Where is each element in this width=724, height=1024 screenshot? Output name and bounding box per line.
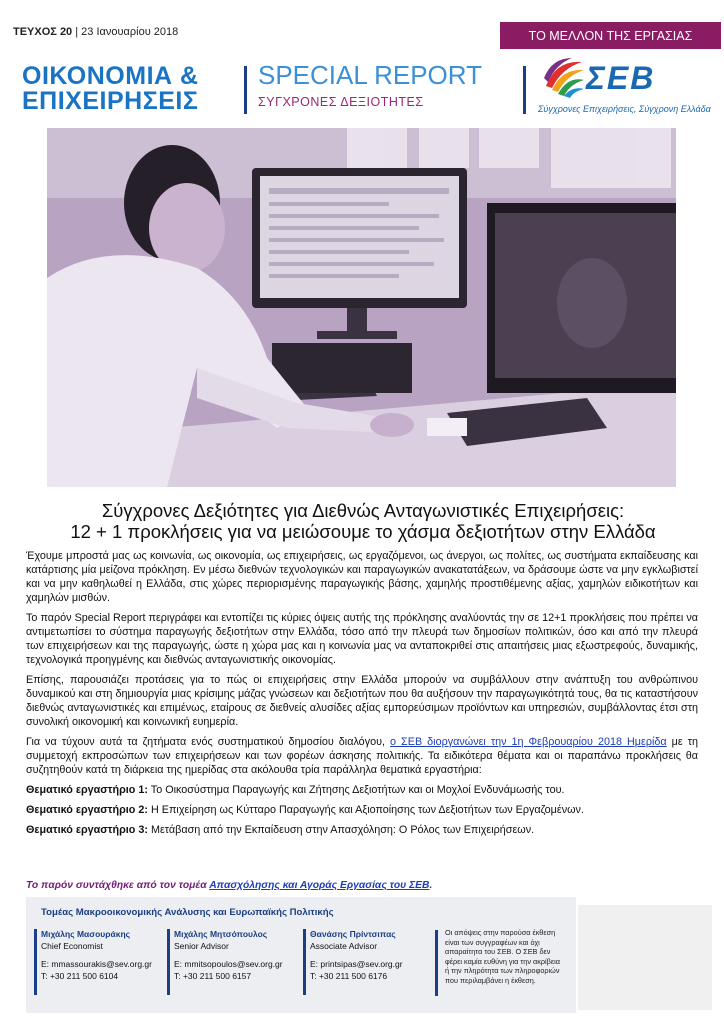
authorship-note: [26, 880, 432, 891]
header-divider: [523, 66, 526, 114]
article-body: [26, 549, 698, 843]
paragraph: Το παρόν Special Report περιγράφει και εντοπίζει τις κύριες όψεις αυτής της πρόκλησης αναλύοντάς την σε 12+1 προκλήσεις που πρέπει να αντιμετωπίσει το σύστημα παραγωγής δεξιοτήτων στην Ελλάδα, τόσο από την πλευρά των δημοσίων πολιτικών, όσο και από την πλευρά των επιχειρήσεων και της παραγωγής, ώστε η χώρα μας και η κοινωνία μας να ανταποκριθεί στις απαιτήσεις μιας εξωστρεφούς, δυναμικής, τεχνολογικά προηγμένης και διεθνώς ανταγωνιστικής οικονομίας.: [26, 612, 698, 666]
logo-tagline: Σύγχρονες Επιχειρήσεις, Σύγχρονη Ελλάδα: [538, 104, 711, 114]
contact-card: [41, 928, 166, 982]
contact-email[interactable]: E: printsipas@sev.org.gr: [310, 959, 403, 969]
paragraph: Έχουμε μπροστά μας ως κοινωνία, ως οικονομία, ως επιχειρήσεις, ως εργαζόμενοι, ως άνεργοι, ως πολίτες, ως συστήματα εκπαίδευσης και κατάρτισης μία μείζονα πρόκληση. Εν μέσω διεθνών τεχνολογικών και παραγωγικών ανακατατάξεων, να δράσουμε ώστε να μην εγκλωβιστεί και να μην καθηλωθεί η Ελλάδα, στις χώρες περιορισμένης παραγωγικής βάσης, χαμηλής προστιθέμενης αξίας, χαμηλών ειδικοτήτων και χαμηλών μισθών.: [26, 550, 698, 604]
side-panel: [578, 905, 712, 1010]
brand-line-2: ΕΠΙΧΕΙΡΗΣΕΙΣ: [22, 87, 199, 115]
brand-line-1: ΟΙΚΟΝΟΜΙΑ &: [22, 62, 199, 90]
header-divider: [244, 66, 247, 114]
headline-line-2: 12 + 1 προκλήσεις για να μειώσουμε το χάσμα δεξιοτήτων στην Ελλάδα: [70, 521, 656, 542]
workshop-text: Η Επιχείρηση ως Κύτταρο Παραγωγής και Αξιοποίησης των Δεξιοτήτων των Εργαζομένων.: [150, 804, 584, 816]
workshop-item: [26, 783, 698, 797]
contact-name: Θανάσης Πρίντσιπας: [310, 929, 396, 939]
workshop-label: Θεματικό εργαστήριο 1:: [26, 784, 148, 796]
sev-logo-icon: [542, 56, 586, 98]
paragraph-text: με τη συμμετοχή εκπροσώπων των επιχειρήσεων και των φορέων άσκησης πολιτικής. Τα ειδικότερα θέματα και οι παραπάνω προκλήσεις θα συζητηθούν κατά τη διάρκεια της ημερίδας στα ακόλουθα τρία παράλληλα θεματικά εργαστήρια:: [26, 736, 699, 776]
workshop-label: Θεματικό εργαστήριο 2:: [26, 804, 148, 816]
contact-divider: [167, 929, 170, 995]
paragraph-text: Για να τύχουν αυτά τα ζητήματα ενός συστηματικού δημοσίου διαλόγου,: [26, 736, 385, 748]
logo-wordmark: ΣΕΒ: [586, 60, 656, 96]
contact-name: Μιχάλης Μητσόπουλος: [174, 929, 268, 939]
contact-role: Chief Economist: [41, 941, 103, 951]
hero-photo: [47, 128, 676, 487]
headline-line-1: Σύγχρονες Δεξιότητες για Διεθνώς Ανταγωνιστικές Επιχειρήσεις:: [101, 500, 625, 521]
workshop-text: Το Οικοσύστημα Παραγωγής και Ζήτησης Δεξιοτήτων και οι Μοχλοί Ενδυνάμωσής του.: [150, 784, 565, 796]
contact-divider: [34, 929, 37, 995]
paragraph: Επίσης, παρουσιάζει προτάσεις για το πώς οι επιχειρήσεις στην Ελλάδα μπορούν να συμβάλλουν στην ανάπτυξη του ανθρώπινου δυναμικού και στη δημιουργία μιας κρίσιμης μάζας γνώσεων και δεξιοτήτων που θα αυξήσουν την παραγωγικότητά τους, θα τις καταστήσουν διεθνώς ανταγωνιστικές και επιμένως, εταίρους σε διεθνείς αλυσίδες αξίας εμπορεύσιμων προϊόντων και υπηρεσιών, συμβάλλοντας έτσι στη συνολική οικονομική και κοινωνική ευημερία.: [26, 674, 698, 728]
report-title: SPECIAL REPORT: [258, 60, 482, 90]
department-link[interactable]: Απασχόλησης και Αγοράς Εργασίας του ΣΕΒ: [209, 880, 430, 891]
workshop-text: Μετάβαση από την Εκπαίδευση στην Απασχόληση: Ο Ρόλος των Επιχειρήσεων.: [150, 824, 535, 836]
contact-name: Μιχάλης Μασουράκης: [41, 929, 131, 939]
contact-phone: T: +30 211 500 6157: [174, 971, 252, 981]
contact-email[interactable]: E: mmassourakis@sev.org.gr: [41, 959, 152, 969]
contact-role: Senior Advisor: [174, 941, 229, 951]
workshop-item: [26, 823, 698, 837]
contact-card: [174, 928, 299, 982]
disclaimer: Οι απόψεις στην παρούσα έκθεση είναι των συγγραφέων και όχι απαραίτητα του ΣΕΒ. Ο ΣΕΒ δεν φέρει καμία ευθύνη για την ακρίβεια ή την πληρότητα των πληροφοριών που περιλαμβάνει η έκθεση.: [445, 928, 560, 985]
event-link[interactable]: ο ΣΕΒ διοργανώνει την 1η Φεβρουαρίου 2018 Ημερίδα: [390, 736, 667, 748]
issue-number: ΤΕΥΧΟΣ 20: [13, 26, 73, 38]
issue-separator: |: [75, 26, 79, 38]
section-tag: ΤΟ ΜΕΛΛΟΝ ΤΗΣ ΕΡΓΑΣΙΑΣ: [500, 22, 721, 49]
issue-info: [13, 26, 178, 38]
report-subtitle: ΣΥΓΧΡΟΝΕΣ ΔΕΞΙΟΤΗΤΕΣ: [258, 95, 424, 109]
workshop-item: [26, 803, 698, 817]
contact-phone: T: +30 211 500 6104: [41, 971, 119, 981]
note-text: Το παρόν συντάχθηκε από τον τομέα: [26, 880, 207, 891]
note-end: .: [429, 880, 433, 891]
publication-brand: [22, 64, 199, 114]
footer-title: Τομέας Μακροοικονομικής Ανάλυσης και Ευρωπαϊκής Πολιτικής: [41, 907, 334, 918]
contact-divider: [303, 929, 306, 995]
disclaimer-divider: [435, 930, 438, 996]
paragraph: [26, 735, 698, 777]
issue-date: 23 Ιανουαρίου 2018: [81, 26, 179, 38]
article-headline: [28, 500, 698, 542]
contact-card: [310, 928, 435, 982]
contact-role: Associate Advisor: [310, 941, 378, 951]
contact-phone: T: +30 211 500 6176: [310, 971, 388, 981]
workshop-label: Θεματικό εργαστήριο 3:: [26, 824, 148, 836]
contact-email[interactable]: E: mmitsopoulos@sev.org.gr: [174, 959, 283, 969]
